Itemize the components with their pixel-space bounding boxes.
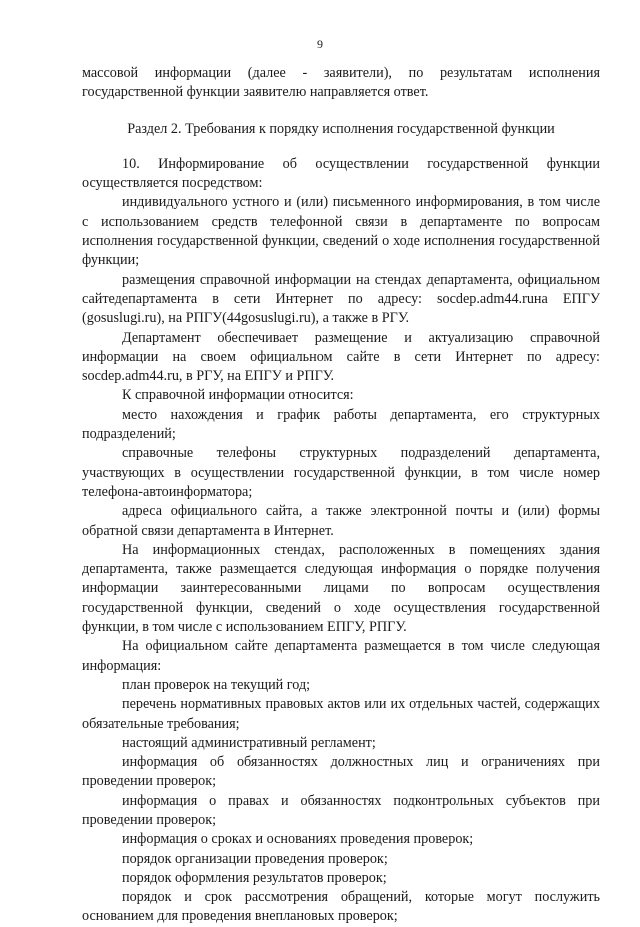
paragraph-item-10: 10. Информирование об осуществлении государственной функции осуществляется посредством: bbox=[82, 155, 600, 192]
list-item-inspection-plan: план проверок на текущий год; bbox=[122, 676, 311, 693]
paragraph-official-site: На официальном сайте департамента размещается в том числе следующая информация: bbox=[82, 638, 600, 674]
list-item-organization-order: порядок организации проведения проверок; bbox=[122, 850, 388, 867]
list-item-addresses: адреса официального сайта, а также электронной почты и (или) формы обратной связи департамента в Интернет. bbox=[82, 503, 600, 539]
list-item-phones: справочные телефоны структурных подразделений департамента, участвующих в осуществлении государственной функции, в том числе номер телефона-автоинформатора; bbox=[82, 445, 600, 500]
section-heading: Раздел 2. Требования к порядку исполнения государственной функции bbox=[127, 120, 555, 137]
list-item-individual-informing: индивидуального устного и (или) письменного информирования, в том числе с использованием средств телефонной связи в департаменте по вопросам исполнения государственной функции, сведений о ходе исполнения государственной функции; bbox=[82, 194, 600, 269]
list-item-subject-rights: информация о правах и обязанностях подконтрольных субъектов при проведении проверок; bbox=[82, 792, 600, 828]
list-item-reference-info-placement: размещения справочной информации на стендах департамента, официальном сайтедепартамента в сети Интернет по адресу: socdep.adm44.ruна ЕПГУ (gosuslugi.ru), на РПГУ(44gosuslugi.ru), а также в РГУ. bbox=[82, 271, 600, 327]
list-item-legal-acts: перечень нормативных правовых актов или их отдельных частей, содержащих обязательные требования; bbox=[82, 696, 600, 732]
paragraph-reference-info-includes: К справочной информации относится: bbox=[122, 387, 354, 404]
paragraph-info-stands: На информационных стендах, расположенных в помещениях здания департамента, также размещается следующая информация о порядке получения информации заинтересованными лицами по вопросам осуществления государственной функции, сведений о ходе осуществления государственной функции, в том числе с использованием ЕПГУ, РПГУ. bbox=[82, 541, 600, 636]
list-item-official-duties: информация об обязанностях должностных лиц и ограничениях при проведении проверок; bbox=[82, 754, 600, 790]
document-body bbox=[82, 64, 600, 927]
list-item-results-order: порядок оформления результатов проверок; bbox=[122, 869, 387, 886]
paragraph-intro: массовой информации (далее - заявители), по результатам исполнения государственной функции заявителю направляется ответ. bbox=[82, 65, 600, 101]
list-item-regulation: настоящий административный регламент; bbox=[122, 734, 376, 751]
page-number: 9 bbox=[317, 37, 323, 51]
list-item-appeals-order: порядок и срок рассмотрения обращений, которые могут послужить основанием для проведения внеплановых проверок; bbox=[82, 889, 600, 925]
list-item-terms-grounds: информация о сроках и основаниях проведения проверок; bbox=[122, 831, 474, 848]
list-item-location-schedule: место нахождения и график работы департамента, его структурных подразделений; bbox=[82, 406, 600, 443]
paragraph-department-provides: Департамент обеспечивает размещение и актуализацию справочной информации на своем официальном сайте в сети Интернет по адресу: socdep.adm44.ru, в РГУ, на ЕПГУ и РПГУ. bbox=[82, 329, 600, 385]
